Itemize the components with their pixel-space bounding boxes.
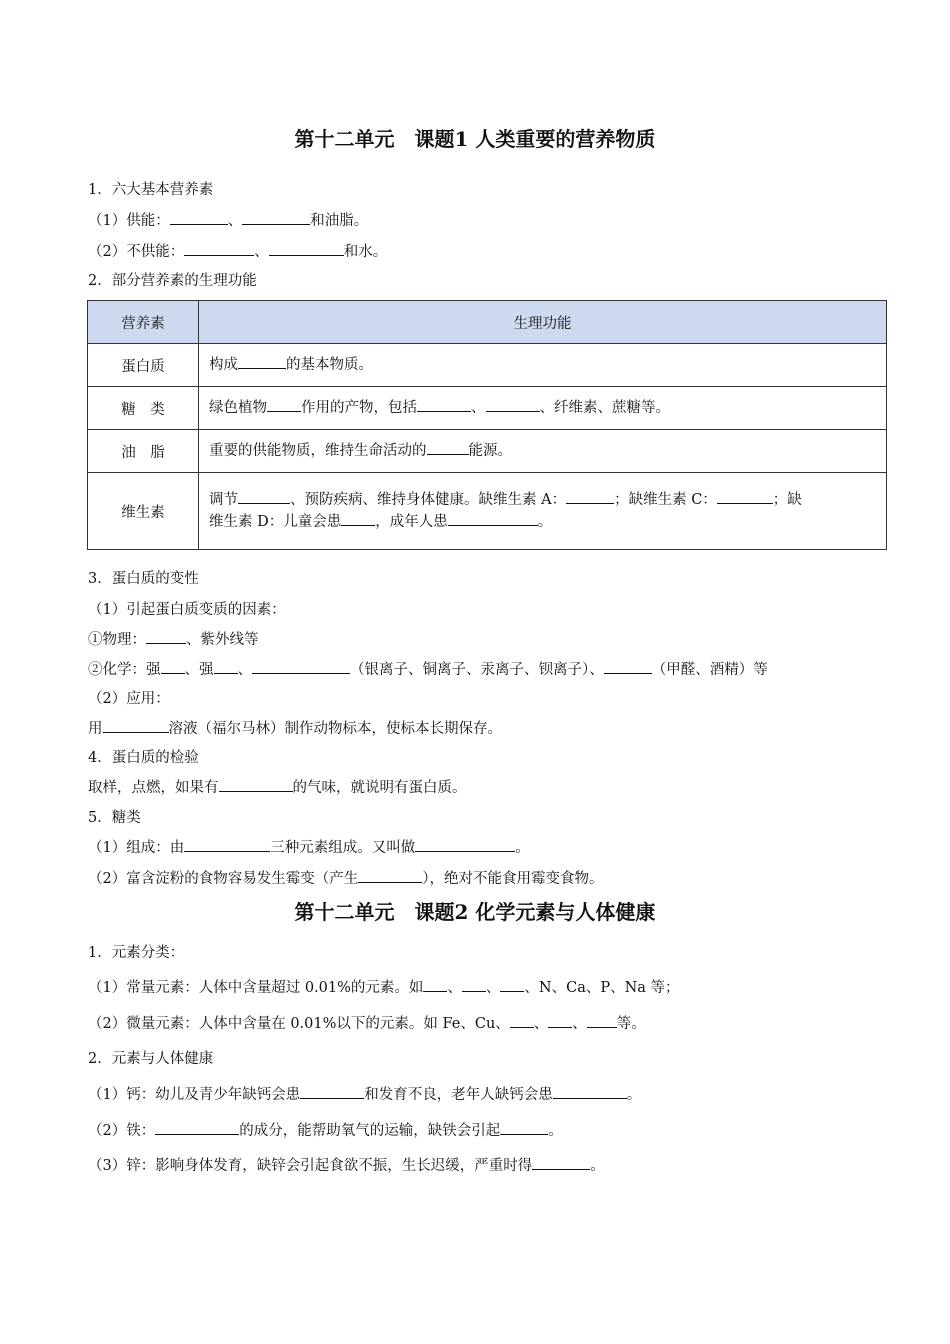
lesson2-section2-heading: 2．元素与人体健康: [88, 1051, 214, 1067]
lesson2-title: 第十二单元 课题2 化学元素与人体健康: [294, 900, 656, 924]
nutrient-table: [87, 300, 887, 550]
blank[interactable]: [417, 398, 471, 412]
table-row: [88, 344, 887, 387]
blank[interactable]: [532, 1156, 590, 1170]
blank[interactable]: [548, 1014, 572, 1028]
iron-line: （2）铁： 的成分，能帮助氧气的运输，缺铁会引起 。: [88, 1123, 563, 1139]
nutrient-name: 油 脂: [88, 430, 199, 473]
blank[interactable]: [184, 242, 254, 256]
section1-line1: （1）供能： 、 和油脂。: [88, 213, 369, 229]
section3-physical: ①物理： 、紫外线等: [88, 632, 259, 648]
section1-line2: （2）不供能： 、 和水。: [88, 244, 388, 260]
section5-heading: 5．糖类: [88, 810, 141, 826]
blank[interactable]: [103, 719, 169, 733]
function-cell: 重要的供能物质，维持生命活动的 能源。: [199, 430, 887, 473]
table-row: [88, 430, 887, 473]
blank[interactable]: [146, 630, 186, 644]
section3-application: （2）应用：: [88, 691, 170, 707]
blank[interactable]: [486, 398, 540, 412]
table-row: [88, 473, 887, 550]
nutrient-name: 蛋白质: [88, 344, 199, 387]
header-function: 生理功能: [199, 301, 887, 344]
section2-heading: 2．部分营养素的生理功能: [88, 273, 257, 289]
blank[interactable]: [566, 490, 614, 504]
blank[interactable]: [423, 978, 447, 992]
nutrient-name: 维生素: [88, 473, 199, 550]
function-cell: 调节 、预防疾病、维持身体健康。缺维生素 A： ；缺维生素 C： ；缺 维生素 D：儿童会患 ，成年人患 。: [199, 473, 887, 550]
blank[interactable]: [252, 660, 350, 674]
section4-line: 取样，点燃，如果有 的气味，就说明有蛋白质。: [88, 780, 467, 796]
blank[interactable]: [604, 660, 652, 674]
blank[interactable]: [553, 1085, 627, 1099]
blank[interactable]: [155, 1121, 239, 1135]
blank[interactable]: [267, 398, 301, 412]
blank[interactable]: [170, 211, 228, 225]
blank[interactable]: [184, 838, 270, 852]
blank[interactable]: [214, 660, 238, 674]
section5-line1: （1）组成：由 三种元素组成。又叫做 。: [88, 840, 530, 856]
section3-chemical: ②化学：强 、强 、 （银离子、铜离子、汞离子、钡离子）、 （甲醛、酒精）等: [88, 662, 768, 678]
function-cell: 绿色植物 作用的产物，包括 、 、纤维素、蔗糖等。: [199, 387, 887, 430]
blank[interactable]: [238, 355, 286, 369]
blank[interactable]: [161, 660, 185, 674]
macro-elements-line: （1）常量元素：人体中含量超过 0.01%的元素。如 、 、 、N、Ca、P、Na 等；: [88, 980, 680, 996]
blank[interactable]: [717, 490, 773, 504]
nutrient-name: 糖 类: [88, 387, 199, 430]
blank[interactable]: [462, 978, 486, 992]
function-cell: 构成 的基本物质。: [199, 344, 887, 387]
blank[interactable]: [242, 211, 310, 225]
blank[interactable]: [500, 978, 524, 992]
blank[interactable]: [500, 1121, 548, 1135]
section3-heading: 3．蛋白质的变性: [88, 571, 199, 587]
blank[interactable]: [587, 1014, 617, 1028]
section4-heading: 4．蛋白质的检验: [88, 750, 199, 766]
section5-line2: （2）富含淀粉的食物容易发生霉变（产生 ），绝对不能食用霉变食物。: [88, 871, 604, 887]
blank[interactable]: [358, 869, 422, 883]
section1-heading: 1．六大基本营养素: [88, 182, 214, 198]
table-row: [88, 387, 887, 430]
trace-elements-line: （2）微量元素：人体中含量在 0.01%以下的元素。如 Fe、Cu、 、 、 等。: [88, 1016, 646, 1032]
blank[interactable]: [238, 490, 290, 504]
blank[interactable]: [219, 778, 293, 792]
blank[interactable]: [269, 242, 344, 256]
blank[interactable]: [300, 1085, 364, 1099]
zinc-line: （3）锌：影响身体发育，缺锌会引起食欲不振，生长迟缓，严重时得 。: [88, 1158, 605, 1174]
blank[interactable]: [427, 441, 469, 455]
blank[interactable]: [341, 512, 375, 526]
lesson1-title: 第十二单元 课题1 人类重要的营养物质: [294, 127, 656, 151]
blank[interactable]: [448, 512, 538, 526]
calcium-line: （1）钙：幼儿及青少年缺钙会患 和发育不良，老年人缺钙会患 。: [88, 1087, 642, 1103]
blank[interactable]: [415, 838, 515, 852]
section3-use: 用 溶液（福尔马林）制作动物标本，使标本长期保存。: [88, 721, 502, 737]
table-header-row: [88, 301, 887, 344]
lesson2-section1-heading: 1．元素分类：: [88, 945, 185, 961]
section3-line1: （1）引起蛋白质变质的因素：: [88, 602, 286, 618]
header-nutrient: 营养素: [88, 301, 199, 344]
blank[interactable]: [510, 1014, 534, 1028]
